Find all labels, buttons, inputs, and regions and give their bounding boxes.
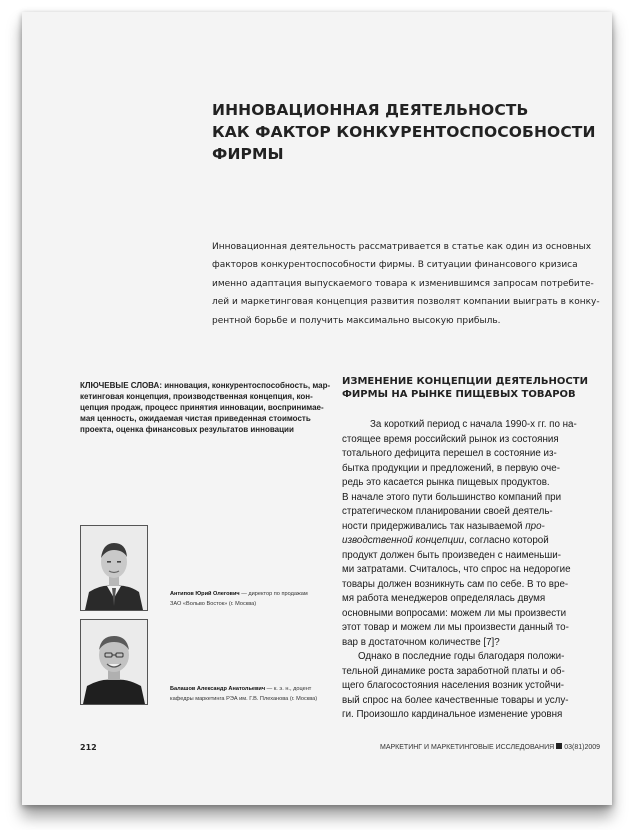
body-line bbox=[342, 534, 578, 549]
body-line: тельной динамике роста заработной платы и об- bbox=[342, 665, 565, 677]
body-line: Однако в последние годы благодаря положи- bbox=[358, 651, 565, 662]
body-line: тотального дефицита перешел в состояние из- bbox=[342, 448, 557, 459]
keywords-line: кетинговая концепция, производственная концепция, кон- bbox=[80, 392, 313, 401]
title-line: КАК ФАКТОР КОНКУРЕНТОСПОСОБНОСТИ bbox=[212, 123, 596, 141]
author-photo-antipov bbox=[80, 525, 148, 611]
abstract-line: лей и маркетинговая концепция развития позволят компании выиграть в конку- bbox=[212, 297, 600, 308]
section-heading-line: ФИРМЫ НА РЫНКЕ ПИЩЕВЫХ ТОВАРОВ bbox=[342, 389, 576, 401]
author-role: — к. э. н., доцент bbox=[265, 686, 312, 692]
journal-footer bbox=[380, 743, 601, 751]
body-italic-span: изводственной концепции bbox=[342, 535, 464, 546]
author-portrait-image bbox=[81, 620, 147, 704]
body-line: мя работа менеджеров определялась двумя bbox=[342, 593, 546, 604]
body-line: стоящее время российский рынок из состояния bbox=[342, 433, 559, 445]
body-line: щего благосостояния населения возник устойчи- bbox=[342, 680, 565, 691]
body-line: продукт должен быть произведен с наименьши- bbox=[342, 549, 562, 561]
keywords-block bbox=[80, 380, 331, 435]
body-line: За короткий период с начала 1990-х гг. по на- bbox=[370, 419, 577, 430]
abstract-line: именно адаптация выпускаемого товара к изменившимся запросам потребите- bbox=[212, 278, 594, 289]
abstract-line: Инновационная деятельность рассматривается в статье как один из основных bbox=[212, 242, 592, 252]
article-body bbox=[342, 418, 578, 723]
body-line: бытка продукции и предложений, в первую оче- bbox=[342, 462, 560, 474]
keywords-line: мая ценность, ожидаемая чистая приведенная стоимость bbox=[80, 414, 311, 423]
title-line: ИННОВАЦИОННАЯ ДЕЯТЕЛЬНОСТЬ bbox=[212, 101, 529, 119]
title-line: ФИРМЫ bbox=[212, 145, 284, 163]
author-name: Балашов Александр Анатольевич bbox=[170, 686, 266, 692]
article-title bbox=[212, 99, 596, 165]
body-line: стратегическом планировании своей деятель- bbox=[342, 506, 553, 517]
journal-page bbox=[22, 12, 612, 805]
body-text-span: , согласно которой bbox=[463, 535, 549, 546]
author-role: — директор по продажам bbox=[239, 591, 308, 597]
article-abstract bbox=[212, 238, 600, 330]
body-line: ги. Произошло кардинальное изменение уровня bbox=[342, 709, 563, 720]
abstract-line: факторов конкурентоспособности фирмы. В ситуации финансового кризиса bbox=[212, 260, 578, 271]
body-text-span: ности придерживались так называемой bbox=[342, 520, 526, 532]
author-photo-balashov bbox=[80, 619, 148, 705]
body-line: вый спрос на более качественные товары и услу- bbox=[342, 694, 569, 706]
section-heading bbox=[342, 375, 592, 402]
body-line: редь это касается рынка пищевых продуктов. bbox=[342, 477, 550, 488]
author-portrait-image bbox=[81, 526, 147, 610]
page-number: 212 bbox=[80, 743, 97, 752]
keywords-line: КЛЮЧЕВЫЕ СЛОВА: инновация, конкурентоспособность, мар- bbox=[80, 381, 331, 390]
body-italic-span: про- bbox=[525, 520, 545, 532]
author-affiliation: кафедры маркетинга РЭА им. Г.В. Плеханова (г. Москва) bbox=[170, 695, 318, 702]
keywords-line: цепция продаж, процесс принятия инновации, воспринимае- bbox=[80, 403, 324, 412]
abstract-line: рентной борьбе и получить максимально высокую прибыль. bbox=[212, 315, 501, 326]
journal-name: МАРКЕТИНГ И МАРКЕТИНГОВЫЕ ИССЛЕДОВАНИЯ bbox=[380, 744, 555, 751]
body-line: этот товар и можем ли мы произвести данный то- bbox=[342, 622, 569, 633]
square-bullet-icon bbox=[556, 743, 562, 749]
section-heading-line: ИЗМЕНЕНИЕ КОНЦЕПЦИИ ДЕЯТЕЛЬНОСТИ bbox=[342, 376, 588, 387]
body-line: вар в достаточном количестве [7]? bbox=[342, 636, 500, 648]
author-caption-antipov bbox=[170, 590, 330, 609]
journal-issue: 03(81)2009 bbox=[564, 744, 601, 751]
body-line bbox=[342, 520, 578, 535]
author-name: Антипов Юрий Олегович bbox=[170, 591, 240, 597]
body-line: В начале этого пути большинство компаний при bbox=[342, 491, 562, 503]
body-line: основными вопросами: можем ли мы произвести bbox=[342, 607, 567, 619]
author-affiliation: ЗАО «Вольво Восток» (г. Москва) bbox=[170, 600, 257, 607]
body-line: товары должен возникнуть сам по себе. В то вре- bbox=[342, 578, 569, 590]
body-line: ми затратами. Считалось, что спрос на недорогие bbox=[342, 564, 571, 575]
keywords-line: проекта, оценка финансовых результатов инновации bbox=[80, 425, 294, 434]
author-caption-balashov bbox=[170, 685, 330, 704]
